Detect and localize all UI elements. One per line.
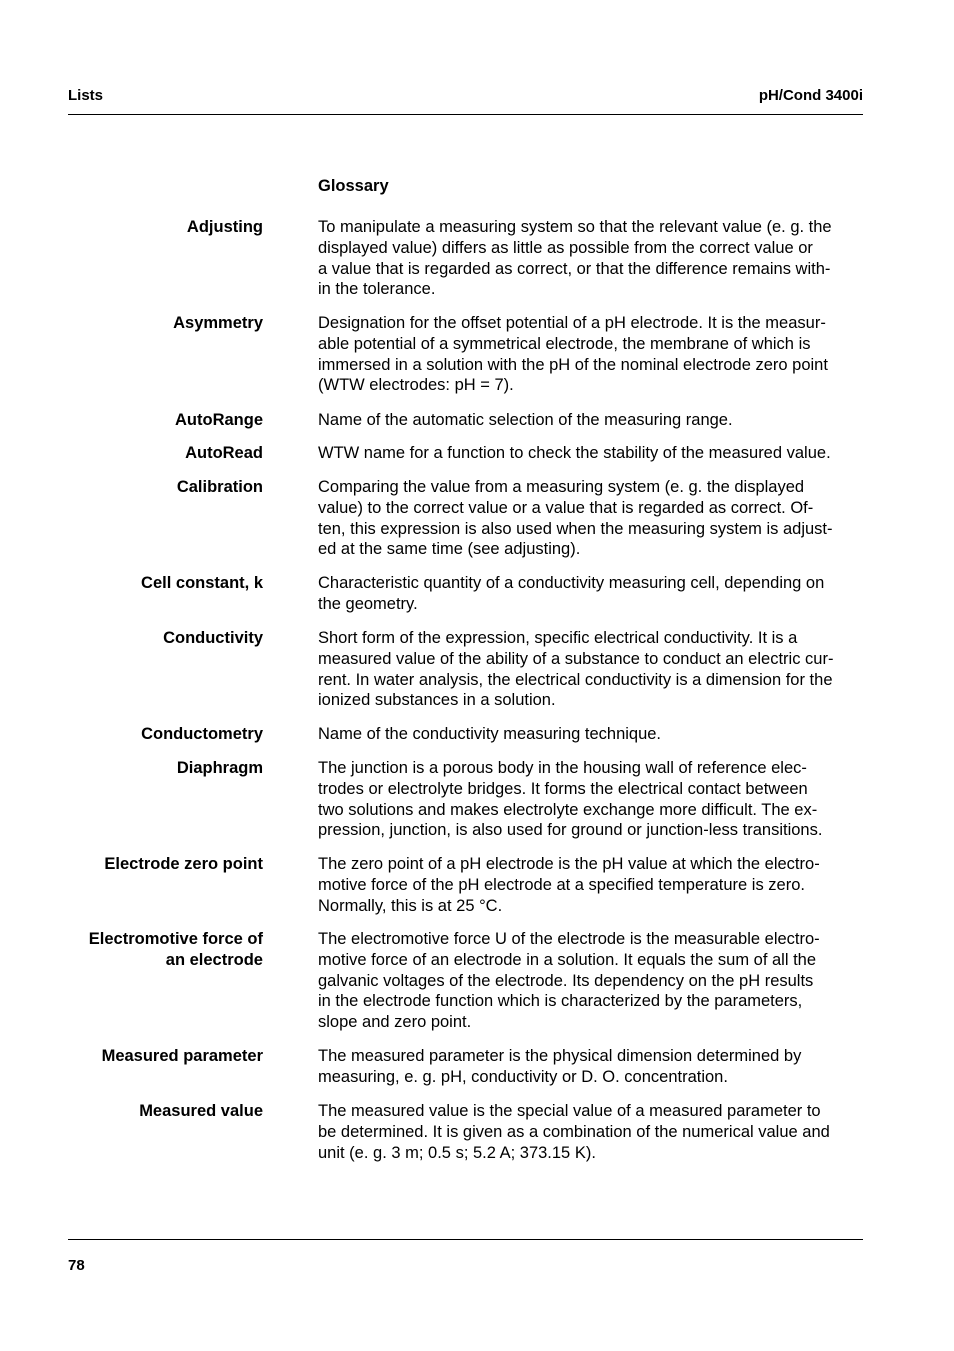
glossary-definition-line: The measured value is the special value of a measured parameter to <box>318 1102 821 1120</box>
glossary-term-line: AutoRange <box>175 411 263 429</box>
glossary-definition-line: Characteristic quantity of a conductivity measuring cell, depending on <box>318 574 825 592</box>
page-header <box>68 87 863 115</box>
glossary-definition-line: The zero point of a pH electrode is the pH value at which the electro- <box>318 855 820 873</box>
glossary-definition-line: galvanic voltages of the electrode. Its dependency on the pH results <box>318 971 814 990</box>
glossary-term-line: Electromotive force of <box>88 930 263 948</box>
glossary-definition-line: rent. In water analysis, the electrical conductivity is a dimension for the <box>318 670 833 689</box>
glossary-term-line: Conductometry <box>141 725 263 743</box>
glossary-term-line: Adjusting <box>186 218 263 236</box>
glossary-definition <box>318 410 858 431</box>
glossary-definition-line: The electromotive force U of the electrode is the measurable electro- <box>318 930 820 948</box>
glossary-definition-line: (WTW electrodes: pH = 7). <box>318 376 514 395</box>
glossary-term-line: Measured parameter <box>101 1047 263 1065</box>
page-footer <box>68 1239 863 1274</box>
glossary-definition <box>318 758 858 841</box>
glossary-definition-line: in the tolerance. <box>318 280 436 299</box>
glossary-definition-line: displayed value) differs as little as possible from the correct value or <box>318 238 813 257</box>
glossary-term <box>60 758 263 779</box>
glossary-term <box>60 1101 263 1122</box>
glossary-definition-line: unit (e. g. 3 m; 0.5 s; 5.2 A; 373.15 K). <box>318 1143 596 1162</box>
glossary-term-line: Electrode zero point <box>104 855 263 873</box>
glossary-term <box>60 854 263 875</box>
glossary-definition <box>318 477 858 560</box>
header-section-title: Lists <box>68 87 104 104</box>
glossary-term-line: AutoRead <box>185 444 263 462</box>
glossary-definition-line: Name of the conductivity measuring technique. <box>318 725 662 743</box>
glossary-definition <box>318 1101 858 1163</box>
glossary-definition-line: To manipulate a measuring system so that the relevant value (e. g. the <box>318 218 832 236</box>
header-product-name: pH/Cond 3400i <box>758 87 863 104</box>
glossary-term-line: Asymmetry <box>173 314 263 332</box>
glossary-term-line: Measured value <box>139 1102 263 1120</box>
glossary-definition-line: WTW name for a function to check the stability of the measured value. <box>318 444 831 462</box>
glossary-definition-line: trodes or electrolyte bridges. It forms the electrical contact between <box>318 779 808 798</box>
glossary-definition-line: Name of the automatic selection of the measuring range. <box>318 411 733 429</box>
glossary-definition-line: Short form of the expression, specific electrical conductivity. It is a <box>318 629 798 647</box>
glossary-definition <box>318 628 858 711</box>
glossary-term-line: Diaphragm <box>176 759 263 777</box>
glossary-heading: Glossary <box>318 177 389 195</box>
glossary-definition-line: two solutions and makes electrolyte exchange more difficult. The ex- <box>318 800 818 819</box>
glossary-definition-line: slope and zero point. <box>318 1013 472 1032</box>
glossary-definition-line: value) to the correct value or a value that is regarded as correct. Of- <box>318 498 814 517</box>
glossary-definition-line: in the electrode function which is characterized by the parameters, <box>318 992 803 1011</box>
glossary-term <box>60 724 263 745</box>
glossary-definition-line: pression, junction, is also used for ground or junction-less transitions. <box>318 821 823 840</box>
glossary-definition-line: ten, this expression is also used when the measuring system is adjust- <box>318 519 833 538</box>
glossary-definition-line: ionized substances in a solution. <box>318 691 556 710</box>
glossary-definition-line: Designation for the offset potential of a pH electrode. It is the measur- <box>318 314 826 332</box>
glossary-definition-line: ed at the same time (see adjusting). <box>318 540 581 559</box>
glossary-definition <box>318 724 858 745</box>
glossary-definition-line: able potential of a symmetrical electrode, the membrane of which is <box>318 334 811 353</box>
glossary-term <box>60 929 263 971</box>
glossary-definition-line: The junction is a porous body in the housing wall of reference elec- <box>318 759 807 777</box>
glossary-term <box>60 410 263 431</box>
glossary-term-line: Calibration <box>176 478 263 496</box>
glossary-definition-line: Normally, this is at 25 °C. <box>318 896 503 915</box>
glossary-term <box>60 1046 263 1067</box>
glossary-definition-line: motive force of the pH electrode at a specified temperature is zero. <box>318 875 805 894</box>
glossary-definition-line: Comparing the value from a measuring system (e. g. the displayed <box>318 478 805 496</box>
page-number: 78 <box>68 1257 85 1274</box>
glossary-term-line: Conductivity <box>163 629 263 647</box>
glossary-term <box>60 217 263 238</box>
glossary-definition-line: measuring, e. g. pH, conductivity or D. O. concentration. <box>318 1067 728 1086</box>
glossary-definition <box>318 854 858 916</box>
glossary-definition <box>318 443 858 464</box>
glossary-term <box>60 443 263 464</box>
glossary-term <box>60 313 263 334</box>
glossary-term <box>60 477 263 498</box>
glossary-definition <box>318 573 858 615</box>
glossary-term <box>60 573 263 594</box>
glossary-definition <box>318 217 858 300</box>
glossary-definition <box>318 1046 858 1088</box>
glossary-definition-line: The measured parameter is the physical dimension determined by <box>318 1047 802 1065</box>
glossary-definition-line: measured value of the ability of a substance to conduct an electric cur- <box>318 649 834 668</box>
glossary-definition <box>318 313 858 396</box>
glossary-term <box>60 628 263 649</box>
glossary-definition-line: a value that is regarded as correct, or that the difference remains with- <box>318 259 831 278</box>
glossary-definition-line: immersed in a solution with the pH of the nominal electrode zero point <box>318 355 828 374</box>
glossary-definition-line: be determined. It is given as a combination of the numerical value and <box>318 1122 830 1141</box>
glossary-definition-line: motive force of an electrode in a solution. It equals the sum of all the <box>318 950 817 969</box>
glossary-definition-line: the geometry. <box>318 594 418 613</box>
glossary-term-line: Cell constant, k <box>141 574 263 592</box>
glossary-term-line: an electrode <box>165 951 263 969</box>
glossary-definition <box>318 929 858 1033</box>
